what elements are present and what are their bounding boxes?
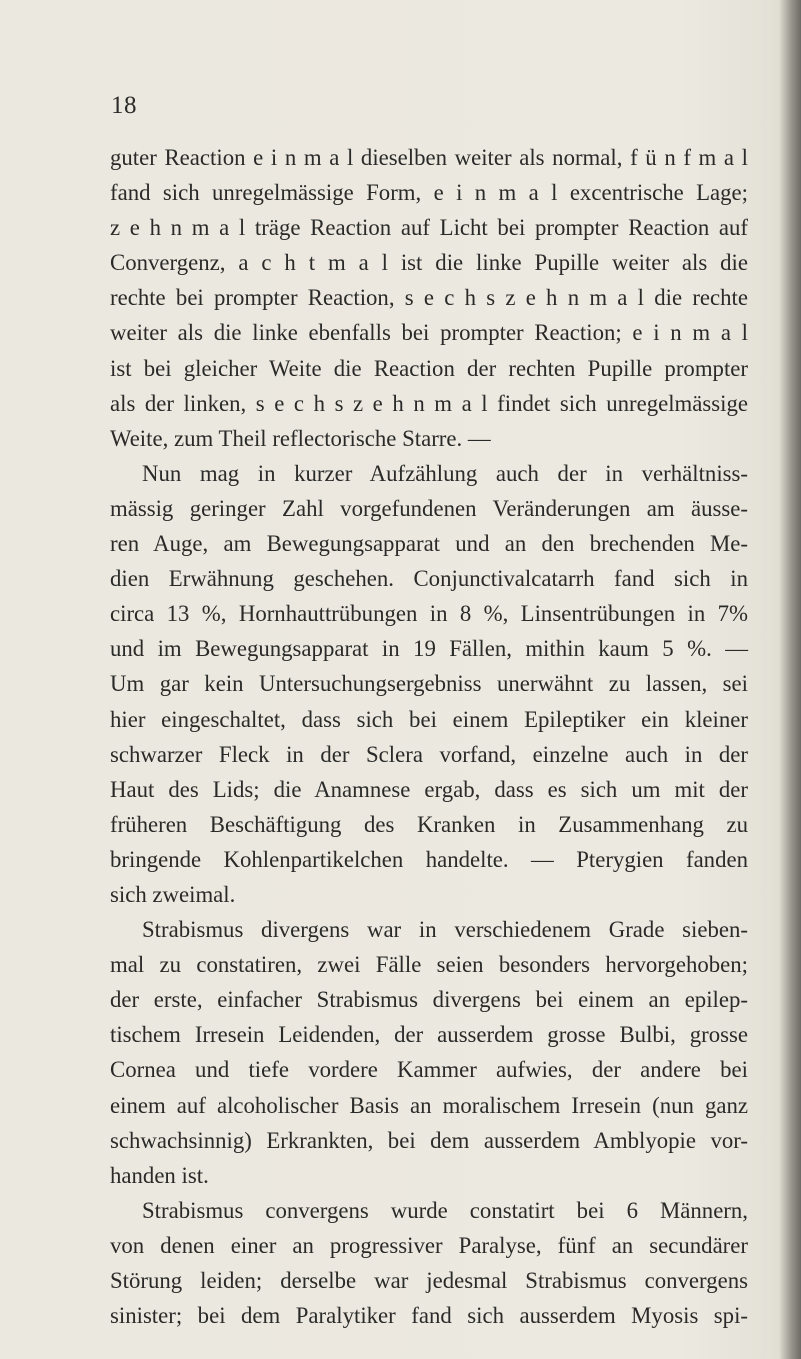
text-line: einem auf alcoholischer Basis an moralischem Irresein (nun ganz bbox=[110, 1092, 748, 1118]
page-edge-shadow bbox=[779, 0, 801, 1359]
page-number: 18 bbox=[111, 92, 137, 119]
text-line: tischem Irresein Leidenden, der ausserdem grosse Bulbi, grosse bbox=[110, 1022, 748, 1048]
text-line: Strabismus convergens wurde constatirt bei 6 Männern, bbox=[142, 1197, 748, 1223]
text-line: schwachsinnig) Erkrankten, bei dem ausserdem Amblyopie vor- bbox=[110, 1127, 748, 1153]
text-line: handen ist. bbox=[110, 1162, 209, 1188]
text-line: Convergenz, a c h t m a l ist die linke Pupille weiter als die bbox=[110, 250, 748, 276]
text-line: schwarzer Fleck in der Sclera vorfand, einzelne auch in der bbox=[110, 741, 748, 767]
text-line: Strabismus divergens war in verschiedenem Grade sieben- bbox=[142, 917, 748, 943]
text-line: guter Reaction e i n m a l dieselben weiter als normal, f ü n f m a l bbox=[110, 145, 748, 170]
text-line: mässig geringer Zahl vorgefundenen Veränderungen am äusse- bbox=[110, 495, 748, 521]
text-line: Störung leiden; derselbe war jedesmal Strabismus convergens bbox=[110, 1268, 748, 1293]
text-line: fand sich unregelmässige Form, e i n m a l excentrische Lage; bbox=[110, 180, 748, 206]
text-line: Weite, zum Theil reflectorische Starre. — bbox=[110, 425, 491, 451]
text-line: Haut des Lids; die Anamnese ergab, dass es sich um mit der bbox=[110, 776, 748, 802]
text-line: und im Bewegungsapparat in 19 Fällen, mithin kaum 5 %. — bbox=[110, 636, 748, 662]
text-line: ist bei gleicher Weite die Reaction der rechten Pupille prompter bbox=[110, 355, 748, 381]
text-line: als der linken, s e c h s z e h n m a l findet sich unregelmässige bbox=[110, 390, 748, 416]
text-line: weiter als die linke ebenfalls bei prompter Reaction; e i n m a l bbox=[110, 320, 748, 346]
text-line: bringende Kohlenpartikelchen handelte. — Pterygien fanden bbox=[110, 846, 748, 872]
text-line: der erste, einfacher Strabismus divergens bei einem an epilep- bbox=[110, 987, 748, 1013]
text-line: circa 13 %, Hornhauttrübungen in 8 %, Linsentrübungen in 7% bbox=[110, 601, 748, 627]
text-line: z e h n m a l träge Reaction auf Licht bei prompter Reaction auf bbox=[110, 215, 748, 241]
body-text bbox=[110, 140, 748, 1333]
text-line: von denen einer an progressiver Paralyse, fünf an secundärer bbox=[110, 1232, 748, 1258]
text-line: früheren Beschäftigung des Kranken in Zusammenhang zu bbox=[110, 811, 748, 837]
text-line: sinister; bei dem Paralytiker fand sich ausserdem Myosis spi- bbox=[110, 1303, 748, 1329]
text-line: dien Erwähnung geschehen. Conjunctivalcatarrh fand sich in bbox=[110, 566, 748, 592]
text-line: Um gar kein Untersuchungsergebniss unerwähnt zu lassen, sei bbox=[110, 671, 748, 697]
text-line: rechte bei prompter Reaction, s e c h s z e h n m a l die rechte bbox=[110, 285, 748, 311]
text-line: Nun mag in kurzer Aufzählung auch der in verhältniss- bbox=[142, 460, 748, 486]
text-line: sich zweimal. bbox=[110, 881, 236, 907]
text-line: ren Auge, am Bewegungsapparat und an den brechenden Me- bbox=[110, 531, 748, 557]
text-line: Cornea und tiefe vordere Kammer aufwies, der andere bei bbox=[110, 1057, 748, 1083]
text-line: mal zu constatiren, zwei Fälle seien besonders hervorgehoben; bbox=[110, 952, 748, 978]
text-line: hier eingeschaltet, dass sich bei einem Epileptiker ein kleiner bbox=[110, 706, 748, 732]
